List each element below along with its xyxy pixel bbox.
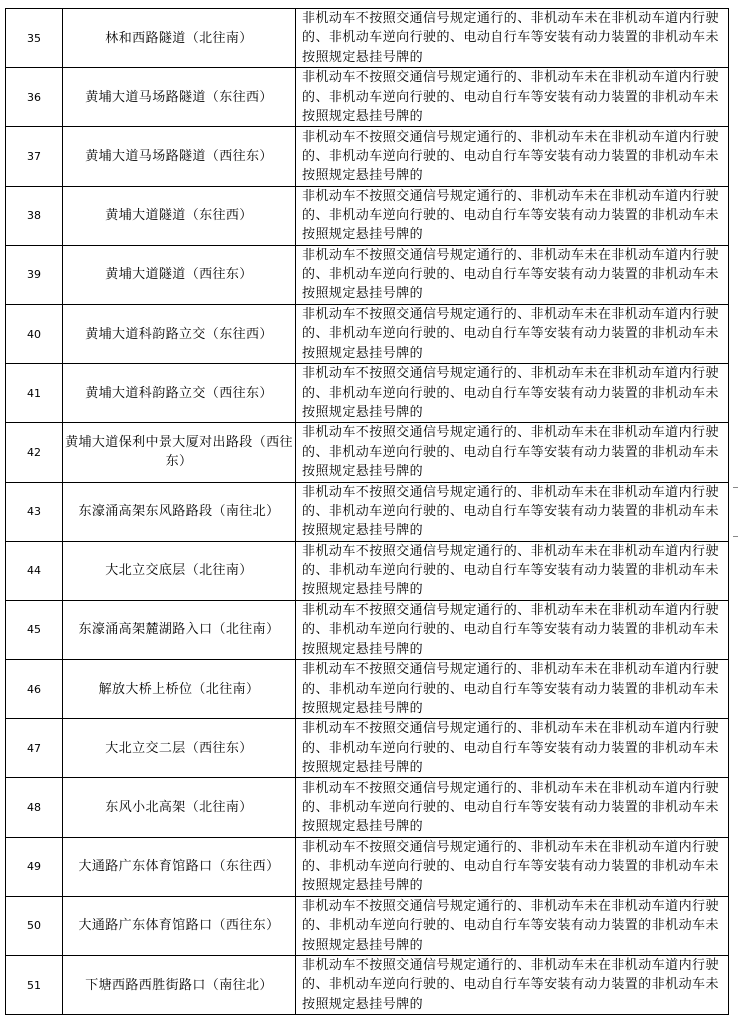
location-text: 大北立交底层（北往南） [105, 563, 253, 579]
table-row [6, 364, 729, 423]
location-cell [63, 719, 296, 778]
violation-text: 非机动车不按照交通信号规定通行的、非机动车未在非机动车道内行驶的、非机动车逆向行驶的、电动自行车等安装有动力装置的非机动车未按照规定悬挂号牌的 [302, 780, 719, 835]
location-cell [63, 483, 296, 542]
location-text: 下塘西路西胜街路口（南往北） [85, 977, 273, 993]
violation-text: 非机动车不按照交通信号规定通行的、非机动车未在非机动车道内行驶的、非机动车逆向行驶的、电动自行车等安装有动力装置的非机动车未按照规定悬挂号牌的 [302, 603, 719, 657]
row-number: 48 [6, 778, 63, 837]
location-cell [63, 364, 296, 423]
location-cell [63, 897, 296, 956]
violation-text: 非机动车不按照交通信号规定通行的、非机动车未在非机动车道内行驶的、非机动车逆向行驶的、电动自行车等安装有动力装置的非机动车未按照规定悬挂号牌的 [302, 721, 719, 775]
violation-cell [296, 9, 729, 68]
violation-text: 非机动车不按照交通信号规定通行的、非机动车未在非机动车道内行驶的、非机动车逆向行驶的、电动自行车等安装有动力装置的非机动车未按照规定悬挂号牌的 [302, 543, 719, 598]
location-text: 黄埔大道科韵路立交（东往西） [85, 326, 273, 342]
table-row [6, 542, 729, 601]
location-text: 黄埔大道隧道（西往东） [105, 267, 253, 283]
table-row [6, 778, 729, 837]
violation-cell [296, 187, 729, 246]
location-text: 解放大桥上桥位（北往南） [98, 681, 260, 697]
location-text: 东风小北高架（北往南） [105, 800, 253, 816]
violation-text: 非机动车不按照交通信号规定通行的、非机动车未在非机动车道内行驶的、非机动车逆向行驶的、电动自行车等安装有动力装置的非机动车未按照规定悬挂号牌的 [302, 366, 719, 420]
violation-cell [296, 660, 729, 719]
violation-cell [296, 542, 729, 601]
row-number: 40 [6, 305, 63, 364]
location-cell [63, 187, 296, 246]
location-cell [63, 660, 296, 719]
location-text: 黄埔大道保利中景大厦对出路段（西往东） [65, 435, 293, 470]
table-row [6, 246, 729, 305]
location-text: 东濠涌高架东风路路段（南往北） [78, 504, 280, 520]
row-number: 36 [6, 68, 63, 127]
row-number: 35 [6, 9, 63, 68]
violation-text: 非机动车不按照交通信号规定通行的、非机动车未在非机动车道内行驶的、非机动车逆向行驶的、电动自行车等安装有动力装置的非机动车未按照规定悬挂号牌的 [302, 484, 719, 539]
location-cell [63, 246, 296, 305]
table-row [6, 956, 729, 1015]
violation-text: 非机动车不按照交通信号规定通行的、非机动车未在非机动车道内行驶的、非机动车逆向行驶的、电动自行车等安装有动力装置的非机动车未按照规定悬挂号牌的 [302, 307, 719, 361]
table-row [6, 719, 729, 778]
violation-cell [296, 897, 729, 956]
table-row [6, 483, 729, 542]
row-number: 49 [6, 838, 63, 897]
violation-text: 非机动车不按照交通信号规定通行的、非机动车未在非机动车道内行驶的、非机动车逆向行驶的、电动自行车等安装有动力装置的非机动车未按照规定悬挂号牌的 [302, 11, 719, 65]
page-edge-mark [733, 536, 738, 537]
page-edge-mark [733, 487, 738, 488]
row-number: 39 [6, 246, 63, 305]
violation-text: 非机动车不按照交通信号规定通行的、非机动车未在非机动车道内行驶的、非机动车逆向行驶的、电动自行车等安装有动力装置的非机动车未按照规定悬挂号牌的 [302, 662, 719, 716]
violation-text: 非机动车不按照交通信号规定通行的、非机动车未在非机动车道内行驶的、非机动车逆向行驶的、电动自行车等安装有动力装置的非机动车未按照规定悬挂号牌的 [302, 247, 719, 302]
violation-cell [296, 778, 729, 837]
table-row [6, 187, 729, 246]
location-text: 林和西路隧道（北往南） [105, 30, 253, 46]
violation-cell [296, 956, 729, 1015]
table-row [6, 305, 729, 364]
row-number: 41 [6, 364, 63, 423]
violation-cell [296, 127, 729, 186]
violation-cell [296, 305, 729, 364]
violation-cell [296, 483, 729, 542]
violation-locations-table [5, 8, 729, 1015]
location-text: 大通路广东体育馆路口（西往东） [78, 918, 280, 934]
row-number: 42 [6, 423, 63, 482]
violation-cell [296, 601, 729, 660]
violation-text: 非机动车不按照交通信号规定通行的、非机动车未在非机动车道内行驶的、非机动车逆向行驶的、电动自行车等安装有动力装置的非机动车未按照规定悬挂号牌的 [302, 129, 719, 184]
violation-text: 非机动车不按照交通信号规定通行的、非机动车未在非机动车道内行驶的、非机动车逆向行驶的、电动自行车等安装有动力装置的非机动车未按照规定悬挂号牌的 [302, 898, 719, 953]
violation-cell [296, 838, 729, 897]
row-number: 45 [6, 601, 63, 660]
table-row [6, 838, 729, 897]
violation-cell [296, 68, 729, 127]
table-row [6, 423, 729, 482]
location-text: 大通路广东体育馆路口（东往西） [78, 859, 280, 875]
row-number: 44 [6, 542, 63, 601]
row-number: 37 [6, 127, 63, 186]
violation-text: 非机动车不按照交通信号规定通行的、非机动车未在非机动车道内行驶的、非机动车逆向行驶的、电动自行车等安装有动力装置的非机动车未按照规定悬挂号牌的 [302, 958, 719, 1012]
violation-cell [296, 423, 729, 482]
violation-text: 非机动车不按照交通信号规定通行的、非机动车未在非机动车道内行驶的、非机动车逆向行驶的、电动自行车等安装有动力装置的非机动车未按照规定悬挂号牌的 [302, 839, 719, 894]
table-row [6, 127, 729, 186]
table-row [6, 9, 729, 68]
location-text: 黄埔大道马场路隧道（东往西） [85, 89, 273, 105]
table-row [6, 660, 729, 719]
location-text: 黄埔大道科韵路立交（西往东） [85, 385, 273, 401]
location-text: 黄埔大道隧道（东往西） [105, 208, 253, 224]
location-cell [63, 778, 296, 837]
location-cell [63, 542, 296, 601]
location-text: 黄埔大道马场路隧道（西往东） [85, 148, 273, 164]
location-text: 大北立交二层（西往东） [105, 740, 253, 756]
row-number: 43 [6, 483, 63, 542]
row-number: 38 [6, 187, 63, 246]
location-text: 东濠涌高架麓湖路入口（北往南） [78, 622, 280, 638]
location-cell [63, 68, 296, 127]
violation-cell [296, 719, 729, 778]
location-cell [63, 305, 296, 364]
violation-text: 非机动车不按照交通信号规定通行的、非机动车未在非机动车道内行驶的、非机动车逆向行驶的、电动自行车等安装有动力装置的非机动车未按照规定悬挂号牌的 [302, 70, 719, 124]
table-row [6, 601, 729, 660]
violation-cell [296, 364, 729, 423]
location-cell [63, 127, 296, 186]
location-cell [63, 601, 296, 660]
location-cell [63, 423, 296, 482]
violation-cell [296, 246, 729, 305]
location-cell [63, 9, 296, 68]
row-number: 51 [6, 956, 63, 1015]
violation-text: 非机动车不按照交通信号规定通行的、非机动车未在非机动车道内行驶的、非机动车逆向行驶的、电动自行车等安装有动力装置的非机动车未按照规定悬挂号牌的 [302, 425, 719, 480]
row-number: 50 [6, 897, 63, 956]
violation-text: 非机动车不按照交通信号规定通行的、非机动车未在非机动车道内行驶的、非机动车逆向行驶的、电动自行车等安装有动力装置的非机动车未按照规定悬挂号牌的 [302, 188, 719, 243]
table-row [6, 897, 729, 956]
location-cell [63, 956, 296, 1015]
table-row [6, 68, 729, 127]
location-cell [63, 838, 296, 897]
row-number: 46 [6, 660, 63, 719]
row-number: 47 [6, 719, 63, 778]
